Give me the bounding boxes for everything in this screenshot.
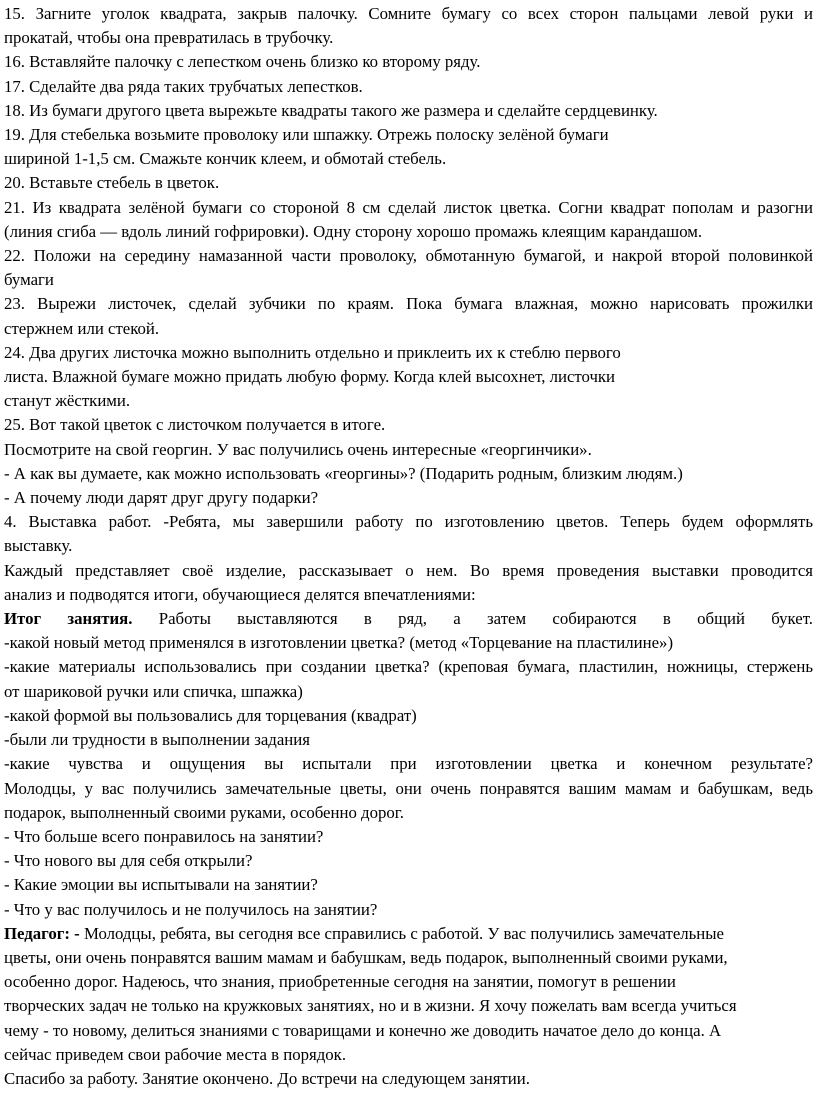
text-line	[4, 50, 813, 74]
line-text: стержнем или стекой.	[4, 318, 160, 338]
text-line	[4, 196, 813, 220]
line-text: -какие материалы использовались при создании цветка? (креповая бумага, пластилин, ножницы, стержень	[4, 657, 813, 677]
line-text: 15. Загните уголок квадрата, закрыв палочку. Сомните бумагу со всех сторон пальцами левой руки и	[4, 4, 813, 23]
line-text: - А почему люди дарят друг другу подарки?	[4, 488, 319, 508]
line-text: 16. Вставляйте палочку с лепестком очень близко ко второму ряду.	[4, 52, 481, 72]
text-line	[4, 123, 813, 147]
text-line	[4, 631, 813, 655]
line-text: цветы, они очень понравятся вашим мамам и бабушкам, ведь подарок, выполненный своими руками,	[4, 947, 728, 967]
text-line	[4, 365, 813, 389]
line-text: от шариковой ручки или спичка, шпажка)	[4, 681, 303, 701]
line-text: станут жёсткими.	[4, 391, 131, 411]
line-text: подарок, выполненный своими руками, особенно дорог.	[4, 802, 404, 822]
line-text: Спасибо за работу. Занятие окончено. До встречи на следующем занятии.	[4, 1068, 530, 1088]
line-text: Молодцы, у вас получились замечательные цветы, они очень понравятся вашим мамам и бабушкам, ведь	[4, 778, 813, 798]
line-text: 21. Из квадрата зелёной бумаги со стороной 8 см сделай листок цветка. Согни квадрат пополам и разогни	[4, 197, 813, 217]
text-line	[4, 244, 813, 268]
text-line	[4, 26, 813, 50]
line-text: творческих задач не только на кружковых занятиях, но и в жизни. Я хочу пожелать вам всегда учиться	[4, 996, 737, 1016]
text-line	[4, 268, 813, 292]
line-text: 25. Вот такой цветок с листочком получается в итоге.	[4, 415, 386, 435]
text-line	[4, 292, 813, 316]
line-text: - А как вы думаете, как можно использовать «георгины»? (Подарить родным, близким людям.)	[4, 463, 683, 483]
text-line	[4, 849, 813, 873]
text-line	[4, 752, 813, 776]
text-line	[4, 1019, 813, 1043]
text-line	[4, 341, 813, 365]
line-text: - Что у вас получилось и не получилось на занятии?	[4, 899, 378, 919]
line-text: 22. Положи на середину намазанной части проволоку, обмотанную бумагой, и накрой второй половинкой	[4, 246, 813, 266]
text-line	[4, 655, 813, 679]
line-text: прокатай, чтобы она превратилась в трубочку.	[4, 28, 334, 48]
text-line	[4, 413, 813, 437]
text-line	[4, 704, 813, 728]
text-line	[4, 559, 813, 583]
text-line	[4, 801, 813, 825]
text-line	[4, 317, 813, 341]
line-text: сейчас приведем свои рабочие места в порядок.	[4, 1044, 347, 1064]
bold-label: Педагог: -	[4, 923, 80, 943]
line-text: Работы выставляются в ряд, а затем собираются в общий букет.	[132, 609, 813, 629]
text-line	[4, 898, 813, 922]
text-line	[4, 75, 813, 99]
text-line	[4, 607, 813, 631]
bold-label: Итог занятия.	[4, 609, 133, 629]
text-line	[4, 1043, 813, 1067]
text-line	[4, 1067, 813, 1091]
line-text: Посмотрите на свой георгин. У вас получились очень интересные «георгинчики».	[4, 439, 592, 459]
line-text: 20. Вставьте стебель в цветок.	[4, 173, 220, 193]
line-text: 19. Для стебелька возьмите проволоку или шпажку. Отрежь полоску зелёной бумаги	[4, 125, 609, 145]
line-text: бумаги	[4, 270, 54, 290]
line-text: (линия сгиба — вдоль линий гофрировки). Одну сторону хорошо промажь клеящим карандашом.	[4, 221, 703, 241]
line-text: -какие чувства и ощущения вы испытали при изготовлении цветка и конечном результате?	[4, 754, 813, 774]
line-text: 18. Из бумаги другого цвета вырежьте квадраты такого же размера и сделайте сердцевинку.	[4, 100, 658, 120]
line-text: - Что больше всего понравилось на занятии?	[4, 826, 324, 846]
line-text: 4. Выставка работ. -Ребята, мы завершили работу по изготовлению цветов. Теперь будем оформлять	[4, 512, 813, 532]
line-text: 24. Два других листочка можно выполнить отдельно и приклеить их к стеблю первого	[4, 342, 621, 362]
line-text: анализ и подводятся итоги, обучающиеся делятся впечатлениями:	[4, 584, 476, 604]
line-text: - Какие эмоции вы испытывали на занятии?	[4, 875, 318, 895]
line-text: - Что нового вы для себя открыли?	[4, 851, 253, 871]
text-line	[4, 99, 813, 123]
text-line	[4, 994, 813, 1018]
text-line	[4, 171, 813, 195]
line-text: чему - то новому, делиться знаниями с товарищами и конечно же доводить начатое дело до конца. А	[4, 1020, 722, 1040]
line-text: -были ли трудности в выполнении задания	[4, 730, 310, 750]
line-text: 23. Вырежи листочек, сделай зубчики по краям. Пока бумага влажная, можно нарисовать прожилки	[4, 294, 813, 314]
text-line	[4, 147, 813, 171]
text-line	[4, 946, 813, 970]
text-line	[4, 970, 813, 994]
text-line	[4, 389, 813, 413]
text-line	[4, 534, 813, 558]
text-line	[4, 728, 813, 752]
line-text: шириной 1-1,5 см. Смажьте кончик клеем, и обмотай стебель.	[4, 149, 447, 169]
line-text: особенно дорог. Надеюсь, что знания, приобретенные сегодня на занятии, помогут в решении	[4, 972, 676, 992]
text-line	[4, 922, 813, 946]
line-text: Молодцы, ребята, вы сегодня все справились с работой. У вас получились замечательные	[79, 923, 724, 943]
text-line	[4, 486, 813, 510]
text-line	[4, 462, 813, 486]
text-line	[4, 510, 813, 534]
text-line	[4, 680, 813, 704]
line-text: 17. Сделайте два ряда таких трубчатых лепестков.	[4, 76, 363, 96]
text-line	[4, 220, 813, 244]
text-line	[4, 825, 813, 849]
text-line	[4, 2, 813, 26]
line-text: Каждый представляет своё изделие, рассказывает о нем. Во время проведения выставки проводится	[4, 560, 813, 580]
text-line	[4, 777, 813, 801]
line-text: -какой новый метод применялся в изготовлении цветка? (метод «Торцевание на пластилине»)	[4, 633, 674, 653]
text-line	[4, 873, 813, 897]
line-text: выставку.	[4, 536, 73, 556]
line-text: -какой формой вы пользовались для торцевания (квадрат)	[4, 705, 417, 725]
text-line	[4, 438, 813, 462]
line-text: листа. Влажной бумаге можно придать любую форму. Когда клей высохнет, листочки	[4, 367, 616, 387]
text-line	[4, 583, 813, 607]
